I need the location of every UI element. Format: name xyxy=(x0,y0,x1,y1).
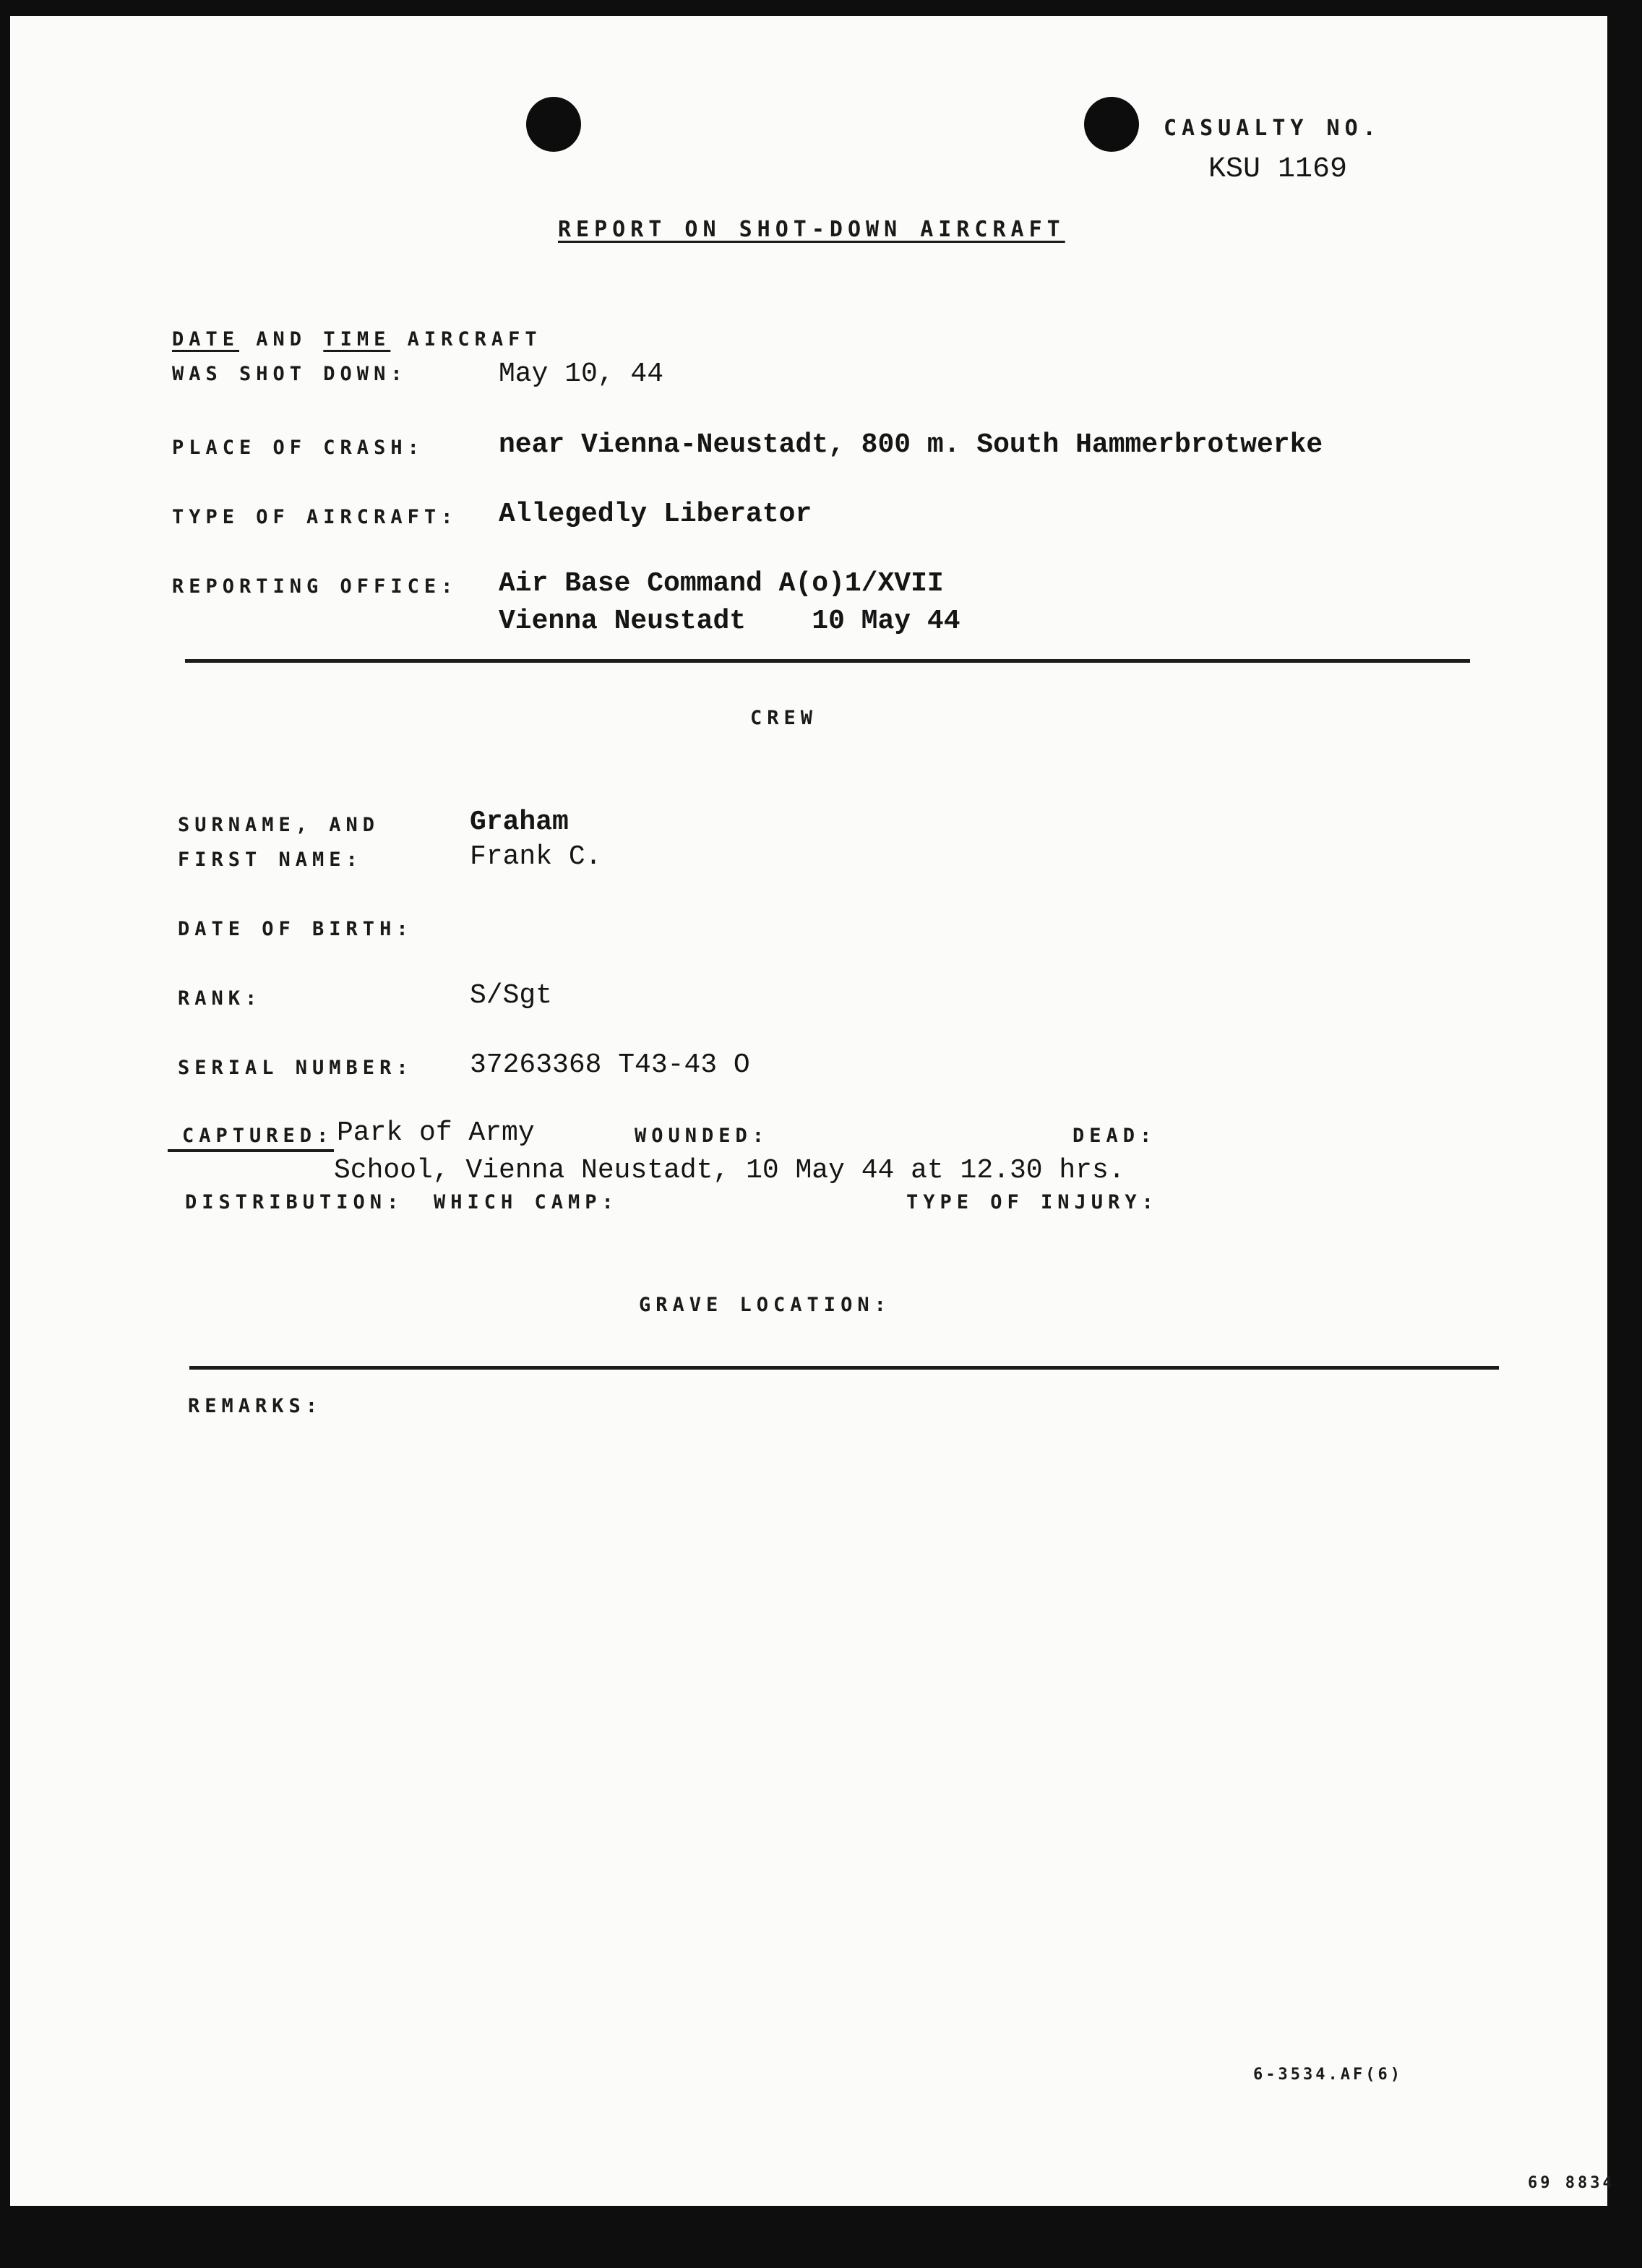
casualty-label: CASUALTY NO. xyxy=(1164,116,1381,141)
divider-top xyxy=(185,659,1470,663)
surname-label: SURNAME, AND xyxy=(178,814,380,836)
first-name-label: FIRST NAME: xyxy=(178,849,363,871)
aircraft-type-label: TYPE OF AIRCRAFT: xyxy=(172,506,458,528)
reporting-office-value-line2: Vienna Neustadt 10 May 44 xyxy=(499,606,960,637)
grave-location-label: GRAVE LOCATION: xyxy=(639,1294,891,1316)
dead-label: DEAD: xyxy=(1073,1125,1157,1147)
divider-bottom xyxy=(189,1366,1499,1370)
type-of-injury-label: TYPE OF INJURY: xyxy=(906,1191,1159,1214)
punch-hole-right xyxy=(1084,97,1139,152)
reporting-office-value-line1: Air Base Command A(o)1/XVII xyxy=(499,568,944,599)
serial-number-label: SERIAL NUMBER: xyxy=(178,1057,413,1079)
casualty-number: KSU 1169 xyxy=(1208,153,1348,186)
captured-underline xyxy=(168,1149,334,1152)
place-of-crash-value: near Vienna-Neustadt, 800 m. South Hammerbrotwerke xyxy=(499,429,1323,460)
corner-code: 69 8834 xyxy=(1528,2174,1615,2192)
date-of-birth-label: DATE OF BIRTH: xyxy=(178,918,413,940)
captured-value-line2: School, Vienna Neustadt, 10 May 44 at 12.30 hrs. xyxy=(334,1155,1125,1186)
aircraft-type-value: Allegedly Liberator xyxy=(499,499,812,530)
shot-down-label: WAS SHOT DOWN: xyxy=(172,363,408,385)
wounded-label: WOUNDED: xyxy=(635,1125,770,1147)
place-of-crash-label: PLACE OF CRASH: xyxy=(172,437,424,459)
shot-down-date: May 10, 44 xyxy=(499,358,664,390)
serial-number-value: 37263368 T43-43 O xyxy=(470,1049,750,1081)
captured-label: CAPTURED: xyxy=(182,1125,334,1147)
which-camp-label: WHICH CAMP: xyxy=(434,1191,619,1214)
crew-heading: CREW xyxy=(750,707,818,729)
date-time-label: DATE AND TIME AIRCRAFT xyxy=(172,328,542,351)
punch-hole-left xyxy=(526,97,581,152)
form-number: 6-3534.AF(6) xyxy=(1253,2066,1403,2084)
captured-value-line1: Park of Army xyxy=(337,1117,535,1148)
page-title: REPORT ON SHOT-DOWN AIRCRAFT xyxy=(558,217,1065,242)
first-name-value: Frank C. xyxy=(470,841,602,872)
remarks-label: REMARKS: xyxy=(188,1395,323,1417)
surname-value: Graham xyxy=(470,807,569,838)
rank-value: S/Sgt xyxy=(470,980,553,1011)
rank-label: RANK: xyxy=(178,987,262,1010)
distribution-label: DISTRIBUTION: xyxy=(185,1191,404,1214)
reporting-office-label: REPORTING OFFICE: xyxy=(172,575,458,598)
